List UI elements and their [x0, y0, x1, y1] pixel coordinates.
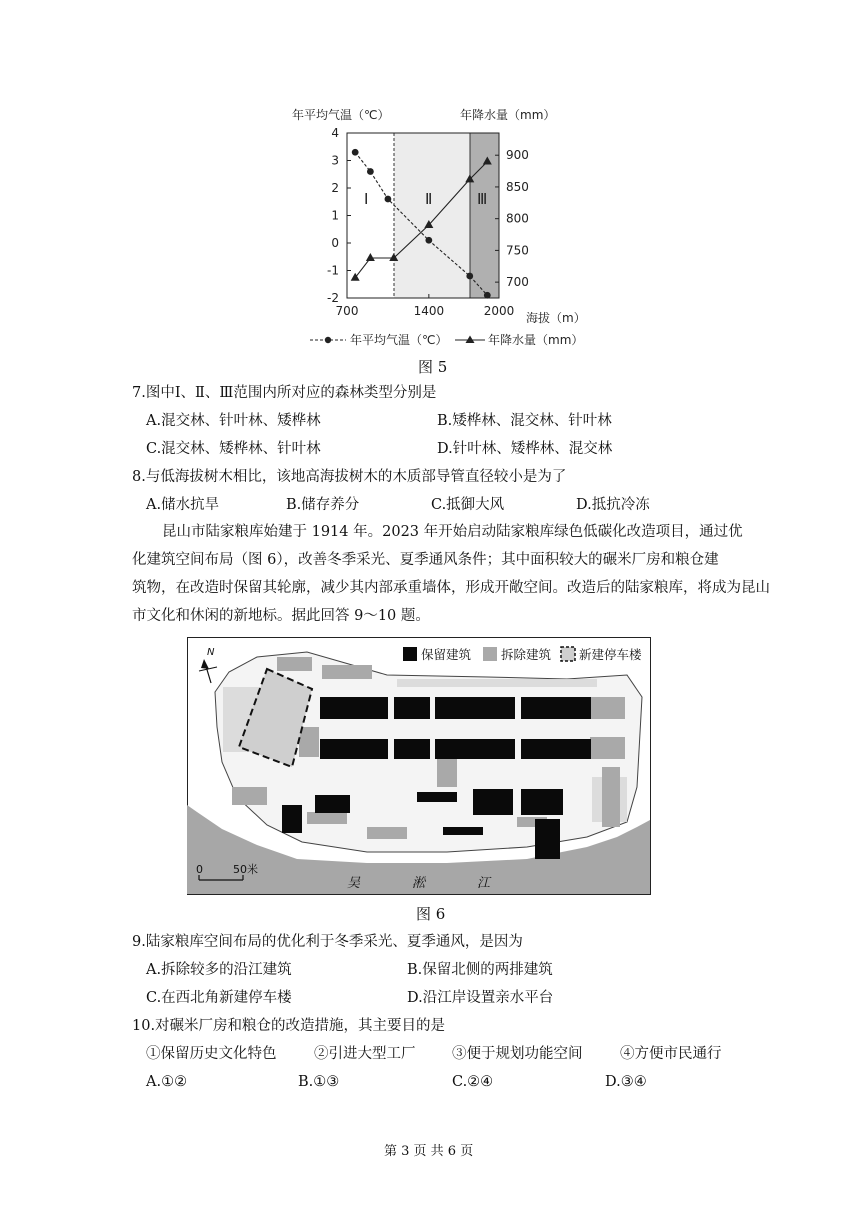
retained-building — [435, 697, 515, 719]
zone-label-2: Ⅱ — [425, 190, 433, 208]
question-10-stem: 10.对碾米厂房和粮仓的改造措施，其主要目的是 — [132, 1018, 446, 1034]
figure-6-map — [187, 637, 651, 895]
right-axis-title: 年降水量（mm） — [460, 108, 556, 122]
precipitation-point — [366, 253, 375, 261]
question-8-option-b[interactable]: B.储存养分 — [286, 497, 360, 513]
temperature-point — [352, 149, 359, 156]
question-9-option-a[interactable]: A.拆除较多的沿江建筑 — [146, 962, 292, 978]
question-7-stem: 7.图中Ⅰ、Ⅱ、Ⅲ范围内所对应的森林类型分别是 — [132, 385, 437, 401]
left-axis-tick-label: 1 — [331, 208, 339, 223]
retained-building — [521, 739, 591, 759]
temperature-point — [484, 292, 491, 299]
right-axis-tick-label: 800 — [506, 211, 529, 226]
question-10-item-3: ③便于规划功能空间 — [452, 1046, 583, 1062]
demolished-building — [602, 767, 620, 827]
question-8-option-a[interactable]: A.储水抗旱 — [146, 497, 220, 513]
temperature-point — [385, 196, 392, 203]
x-axis-tick-label: 2000 — [483, 304, 515, 318]
legend-precipitation-marker — [466, 336, 475, 344]
left-axis-tick-label: 4 — [331, 126, 339, 140]
left-axis-title: 年平均气温（℃） — [292, 108, 390, 122]
scale-zero-label: 0 — [196, 863, 203, 876]
left-axis-tick-label: -2 — [327, 291, 339, 305]
question-7-option-a[interactable]: A.混交林、针叶林、矮桦林 — [146, 413, 321, 429]
question-10-option-c[interactable]: C.②④ — [452, 1074, 494, 1090]
demolished-building — [232, 787, 267, 805]
right-axis-tick-label: 900 — [506, 148, 529, 163]
question-10-option-d[interactable]: D.③④ — [605, 1074, 647, 1090]
retained-building — [435, 739, 515, 759]
question-8-option-c[interactable]: C.抵御大风 — [431, 497, 505, 513]
retained-building — [320, 697, 388, 719]
x-axis-tick-label: 700 — [335, 304, 359, 318]
zone-label-1: Ⅰ — [364, 190, 369, 208]
demolished-building — [367, 827, 407, 839]
question-10-option-b[interactable]: B.①③ — [298, 1074, 340, 1090]
north-label: N — [207, 647, 215, 658]
left-axis-tick-label: 3 — [331, 153, 339, 168]
legend-precipitation-label: 年降水量（mm） — [488, 333, 584, 347]
retained-building — [282, 805, 302, 833]
zone-2-shade — [394, 133, 470, 298]
retained-building — [394, 739, 430, 759]
legend-retain-label: 保留建筑 — [421, 647, 472, 662]
legend-demolish-swatch — [483, 647, 497, 661]
question-10-item-4: ④方便市民通行 — [620, 1046, 722, 1062]
figure-6-caption: 图 6 — [416, 905, 446, 923]
demolished-building — [437, 757, 457, 787]
retained-building — [521, 789, 563, 815]
question-10-item-2: ②引进大型工厂 — [314, 1046, 416, 1062]
question-7-option-b[interactable]: B.矮桦林、混交林、针叶林 — [437, 413, 612, 429]
stipple-area — [397, 679, 597, 687]
passage-line-1: 昆山市陆家粮库始建于 1914 年。2023 年开始启动陆家粮库绿色低碳化改造项目，通过优 — [162, 524, 743, 540]
x-axis-tick-label: 1400 — [413, 304, 445, 318]
passage-line-4: 市文化和休闲的新地标。据此回答 9～10 题。 — [132, 608, 430, 624]
temperature-point — [466, 273, 473, 280]
retained-building — [473, 789, 513, 815]
left-axis-tick-label: 0 — [331, 236, 339, 250]
figure-5-chart — [280, 98, 590, 353]
question-9-stem: 9.陆家粮库空间布局的优化利于冬季采光、夏季通风，是因为 — [132, 934, 523, 950]
question-7-option-c[interactable]: C.混交林、矮桦林、针叶林 — [146, 441, 321, 457]
legend-parking-label: 新建停车楼 — [579, 647, 642, 662]
passage-line-2: 化建筑空间布局（图 6），改善冬季采光、夏季通风条件；其中面积较大的碾米厂房和粮仓建 — [132, 552, 719, 568]
question-7-option-d[interactable]: D.针叶林、矮桦林、混交林 — [437, 441, 613, 457]
question-10-option-a[interactable]: A.①② — [146, 1074, 188, 1090]
legend-demolish-label: 拆除建筑 — [501, 647, 552, 662]
question-9-option-d[interactable]: D.沿江岸设置亲水平台 — [407, 990, 554, 1006]
chart-legend — [310, 332, 583, 347]
x-axis-title: 海拔（m） — [526, 311, 586, 325]
left-axis-tick-label: 2 — [331, 181, 339, 195]
right-axis-tick-label: 700 — [506, 275, 529, 290]
river-label-char-1: 吴 — [347, 876, 361, 891]
demolished-building — [322, 665, 372, 679]
legend-parking-swatch — [561, 647, 575, 661]
scale-distance-label: 50米 — [233, 863, 258, 876]
retained-building — [443, 827, 483, 835]
page-footer: 第 3 页 共 6 页 — [384, 1144, 474, 1159]
river-label-char-2: 淞 — [412, 876, 426, 891]
figure-5 — [280, 98, 590, 353]
retained-building — [521, 697, 591, 719]
temperature-point — [367, 168, 374, 175]
demolished-building — [590, 697, 625, 719]
question-9-option-c[interactable]: C.在西北角新建停车楼 — [146, 990, 292, 1006]
passage-line-3: 筑物，在改造时保留其轮廓，减少其内部承重墙体，形成开敞空间。改造后的陆家粮库，将成为昆山 — [132, 580, 770, 596]
left-axis-tick-label: -1 — [327, 263, 339, 278]
retained-building — [315, 795, 350, 813]
retained-building — [417, 792, 457, 802]
figure-6 — [187, 637, 651, 895]
retained-building — [394, 697, 430, 719]
question-8-option-d[interactable]: D.抵抗冷冻 — [576, 497, 650, 513]
river-label-char-3: 江 — [477, 876, 491, 891]
question-10-item-1: ①保留历史文化特色 — [146, 1046, 277, 1062]
legend-temperature-label: 年平均气温（℃） — [350, 333, 448, 347]
right-axis-tick-label: 850 — [506, 179, 529, 194]
question-9-option-b[interactable]: B.保留北侧的两排建筑 — [407, 962, 553, 978]
zone-3-shade — [470, 133, 499, 298]
demolished-building — [307, 812, 347, 824]
temperature-point — [425, 237, 432, 244]
right-axis-tick-label: 750 — [506, 243, 529, 258]
retained-building — [320, 739, 388, 759]
demolished-building — [590, 737, 625, 759]
retained-building — [535, 819, 560, 859]
figure-5-caption: 图 5 — [418, 358, 448, 376]
demolished-building — [277, 657, 312, 671]
zone-label-3: Ⅲ — [477, 190, 488, 208]
question-8-stem: 8.与低海拔树木相比，该地高海拔树木的木质部导管直径较小是为了 — [132, 469, 567, 485]
legend-retain-swatch — [403, 647, 417, 661]
legend-temperature-marker — [325, 337, 331, 343]
